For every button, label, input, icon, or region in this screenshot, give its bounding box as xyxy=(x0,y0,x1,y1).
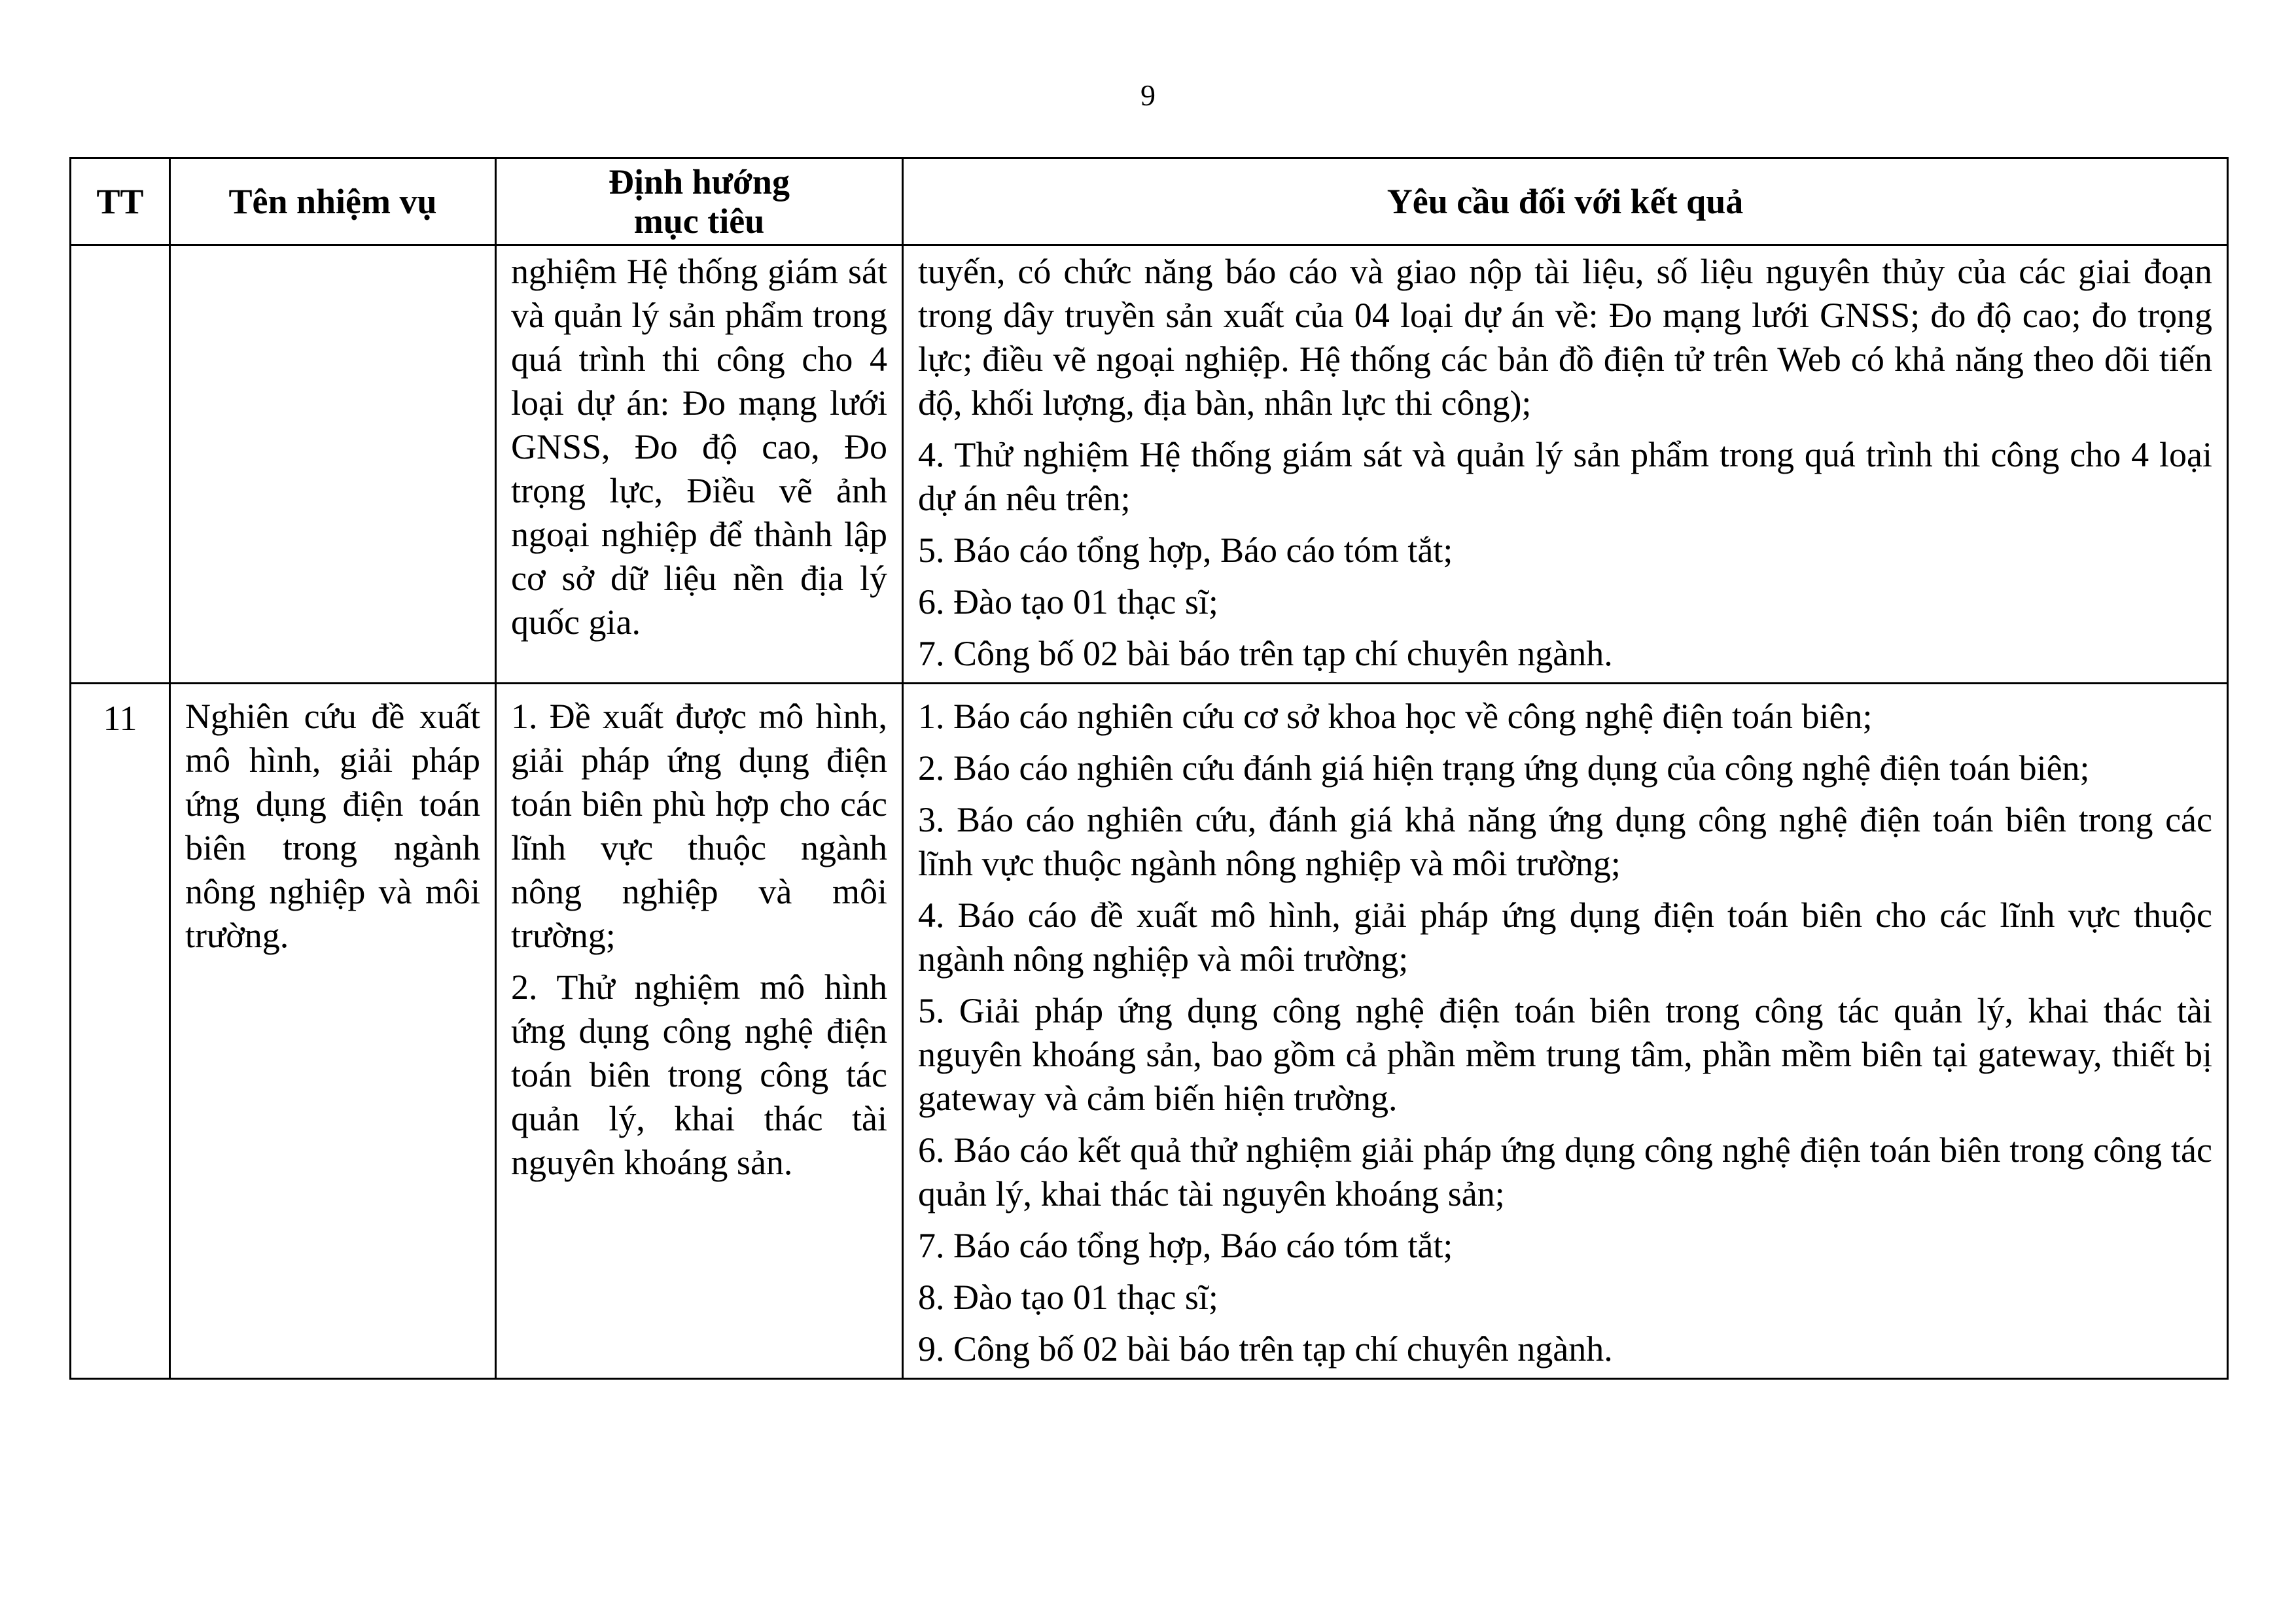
header-orientation-line2: mục tiêu xyxy=(633,201,765,241)
table-row xyxy=(71,684,2228,1379)
requirement-item: 6. Báo cáo kết quả thử nghiệm giải pháp ứng dụng công nghệ điện toán biên trong công tác quản lý, khai thác tài nguyên khoáng sản; xyxy=(918,1130,2212,1213)
requirement-item: 3. Báo cáo nghiên cứu, đánh giá khả năng ứng dụng công nghệ điện toán biên trong các lĩnh vực thuộc ngành nông nghiệp và môi trường; xyxy=(918,800,2212,883)
requirement-item: tuyến, có chức năng báo cáo và giao nộp tài liệu, số liệu nguyên thủy của các giai đoạn trong dây truyền sản xuất của 04 loại dự án về: Đo mạng lưới GNSS; đo độ cao; đo trọng lực; điều vẽ ngoại nghiệp. Hệ thống các bản đồ điện tử trên Web có khả năng theo dõi tiến độ, khối lượng, địa bàn, nhân lực thi công); xyxy=(918,252,2212,423)
header-requirements: Yêu cầu đối với kết quả xyxy=(903,158,2228,245)
cell-task-name: Nghiên cứu đề xuất mô hình, giải pháp ứng dụng điện toán biên trong ngành nông nghiệp và môi trường. xyxy=(170,684,496,1379)
requirement-item: 2. Báo cáo nghiên cứu đánh giá hiện trạng ứng dụng của công nghệ điện toán biên; xyxy=(918,748,2090,788)
requirement-item: 4. Báo cáo đề xuất mô hình, giải pháp ứng dụng điện toán biên cho các lĩnh vực thuộc ngành nông nghiệp và môi trường; xyxy=(918,896,2212,979)
cell-requirements xyxy=(903,684,2228,1379)
requirement-item: 7. Công bố 02 bài báo trên tạp chí chuyên ngành. xyxy=(918,634,1613,673)
requirement-item: 7. Báo cáo tổng hợp, Báo cáo tóm tắt; xyxy=(918,1226,1453,1265)
page-number: 9 xyxy=(1140,79,1156,112)
header-orientation-line1: Định hướng xyxy=(609,162,790,201)
table-header-row xyxy=(71,158,2228,245)
cell-requirements xyxy=(903,245,2228,684)
orientation-item: 1. Đề xuất được mô hình, giải pháp ứng dụng điện toán biên phù hợp cho các lĩnh vực thuộc ngành nông nghiệp và môi trường; xyxy=(511,697,887,955)
header-tt: TT xyxy=(71,158,170,245)
requirement-item: 6. Đào tạo 01 thạc sĩ; xyxy=(918,582,1218,621)
header-orientation xyxy=(496,158,903,245)
requirement-item: 1. Báo cáo nghiên cứu cơ sở khoa học về công nghệ điện toán biên; xyxy=(918,697,1873,736)
requirement-item: 5. Giải pháp ứng dụng công nghệ điện toán biên trong công tác quản lý, khai thác tài nguyên khoáng sản, bao gồm cả phần mềm trung tâm, phần mềm biên tại gateway, thiết bị gateway và cảm biến hiện trường. xyxy=(918,991,2212,1118)
cell-orientation xyxy=(496,684,903,1379)
orientation-item: 2. Thử nghiệm mô hình ứng dụng công nghệ điện toán biên trong công tác quản lý, khai thác tài nguyên khoáng sản. xyxy=(511,968,887,1182)
orientation-item: nghiệm Hệ thống giám sát và quản lý sản phẩm trong quá trình thi công cho 4 loại dự án: Đo mạng lưới GNSS, Đo độ cao, Đo trọng lực, Điều vẽ ảnh ngoại nghiệp để thành lập cơ sở dữ liệu nền địa lý quốc gia. xyxy=(511,252,887,642)
cell-task-name xyxy=(170,245,496,684)
table-row xyxy=(71,245,2228,684)
header-task-name: Tên nhiệm vụ xyxy=(170,158,496,245)
cell-orientation xyxy=(496,245,903,684)
cell-tt xyxy=(71,245,170,684)
cell-tt: 11 xyxy=(71,684,170,1379)
requirement-item: 5. Báo cáo tổng hợp, Báo cáo tóm tắt; xyxy=(918,531,1453,570)
requirement-item: 4. Thử nghiệm Hệ thống giám sát và quản lý sản phẩm trong quá trình thi công cho 4 loại dự án nêu trên; xyxy=(918,435,2212,518)
requirement-item: 9. Công bố 02 bài báo trên tạp chí chuyên ngành. xyxy=(918,1329,1613,1369)
task-table xyxy=(69,157,2229,1380)
requirement-item: 8. Đào tạo 01 thạc sĩ; xyxy=(918,1278,1218,1317)
